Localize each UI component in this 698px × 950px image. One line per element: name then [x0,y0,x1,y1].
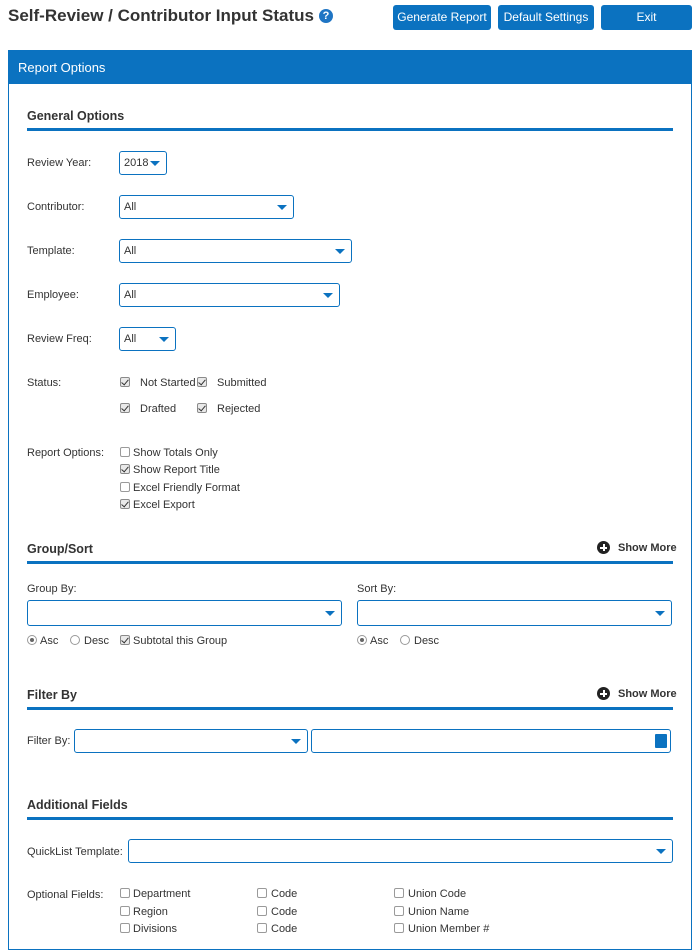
excel-friendly-format-checkbox[interactable] [120,482,130,492]
sort-by-label: Sort By: [357,583,397,595]
excel-export-label: Excel Export [133,499,195,511]
show-report-title-checkbox[interactable] [120,464,130,474]
panel-header: Report Options [9,51,691,84]
chevron-down-icon [335,249,345,254]
filter-field-select[interactable] [74,729,308,753]
group-sort-show-more[interactable]: Show More [618,542,677,554]
chevron-down-icon [277,205,287,210]
additional-fields-title: Additional Fields [27,798,128,812]
status-label: Status: [27,377,62,389]
review-year-value: 2018 [124,157,149,169]
chevron-down-icon [291,739,301,744]
quicklist-template-label: QuickList Template: [27,846,123,858]
review-year-label: Review Year: [27,157,92,169]
status-not-started-checkbox[interactable] [120,377,130,387]
subtotal-group-label: Subtotal this Group [133,635,228,647]
sort-desc-radio[interactable] [400,635,410,645]
optional-union-member-label: Union Member # [408,923,490,935]
group-sort-title: Group/Sort [27,542,93,556]
template-value: All [124,245,137,257]
chevron-down-icon [159,337,169,342]
status-drafted-label: Drafted [140,403,177,415]
status-submitted-label: Submitted [217,377,267,389]
optional-divisions-label: Divisions [133,923,178,935]
status-rejected-label: Rejected [217,403,261,415]
sort-desc-label: Desc [414,635,440,647]
show-report-title-label: Show Report Title [133,464,220,476]
help-icon[interactable]: ? [319,9,333,23]
quicklist-template-select[interactable] [128,839,673,863]
status-drafted-checkbox[interactable] [120,403,130,413]
template-label: Template: [27,245,75,257]
page-title [8,6,333,26]
subtotal-group-checkbox[interactable] [120,635,130,645]
group-desc-label: Desc [84,635,110,647]
show-totals-only-label: Show Totals Only [133,447,218,459]
excel-export-checkbox[interactable] [120,499,130,509]
group-sort-rule [27,561,673,564]
status-not-started-label: Not Started [140,377,196,389]
optional-union-member-checkbox[interactable] [394,923,404,933]
show-totals-only-checkbox[interactable] [120,447,130,457]
report-options-panel [8,50,692,950]
review-freq-label: Review Freq: [27,333,92,345]
contributor-value: All [124,201,137,213]
group-asc-radio[interactable] [27,635,37,645]
review-freq-select[interactable] [119,327,176,351]
filter-by-rule [27,707,673,710]
optional-region-checkbox[interactable] [120,906,130,916]
optional-region-code-checkbox[interactable] [257,906,267,916]
group-by-label: Group By: [27,583,77,595]
chevron-down-icon [325,611,335,616]
page-title-text: Self-Review / Contributor Input Status [8,6,315,25]
contributor-select[interactable] [119,195,294,219]
report-options-label: Report Options: [27,447,105,459]
group-desc-radio[interactable] [70,635,80,645]
chevron-down-icon [655,611,665,616]
contributor-label: Contributor: [27,201,85,213]
status-rejected-checkbox[interactable] [197,403,207,413]
excel-friendly-format-label: Excel Friendly Format [133,482,240,494]
plus-circle-icon[interactable] [597,687,610,700]
optional-department-checkbox[interactable] [120,888,130,898]
filter-by-show-more[interactable]: Show More [618,688,677,700]
employee-value: All [124,289,137,301]
exit-button[interactable]: Exit [601,5,692,30]
general-options-rule [27,128,673,131]
optional-union-name-checkbox[interactable] [394,906,404,916]
optional-department-label: Department [133,888,191,900]
default-settings-button[interactable]: Default Settings [498,5,594,30]
chevron-down-icon [323,293,333,298]
sort-asc-radio[interactable] [357,635,367,645]
template-select[interactable] [119,239,352,263]
plus-circle-icon[interactable] [597,541,610,554]
review-year-select[interactable] [119,151,167,175]
optional-region-code-label: Code [271,906,298,918]
optional-divisions-code-label: Code [271,923,298,935]
review-freq-value: All [124,333,137,345]
optional-department-code-checkbox[interactable] [257,888,267,898]
sort-by-select[interactable] [357,600,672,626]
filter-value-input[interactable] [311,729,671,753]
filter-by-label: Filter By: [27,735,71,747]
additional-fields-rule [27,817,673,820]
group-asc-label: Asc [40,635,59,647]
optional-region-label: Region [133,906,168,918]
employee-select[interactable] [119,283,340,307]
optional-union-name-label: Union Name [408,906,470,918]
chevron-down-icon [656,849,666,854]
group-by-select[interactable] [27,600,342,626]
general-options-title: General Options [27,109,125,123]
employee-label: Employee: [27,289,79,301]
generate-report-button[interactable]: Generate Report [393,5,491,30]
filter-by-title: Filter By [27,688,78,702]
optional-union-code-checkbox[interactable] [394,888,404,898]
status-submitted-checkbox[interactable] [197,377,207,387]
optional-divisions-checkbox[interactable] [120,923,130,933]
edit-icon[interactable] [655,734,667,748]
optional-department-code-label: Code [271,888,298,900]
sort-asc-label: Asc [370,635,389,647]
optional-union-code-label: Union Code [408,888,467,900]
chevron-down-icon [150,161,160,166]
optional-fields-label: Optional Fields: [27,889,104,901]
optional-divisions-code-checkbox[interactable] [257,923,267,933]
